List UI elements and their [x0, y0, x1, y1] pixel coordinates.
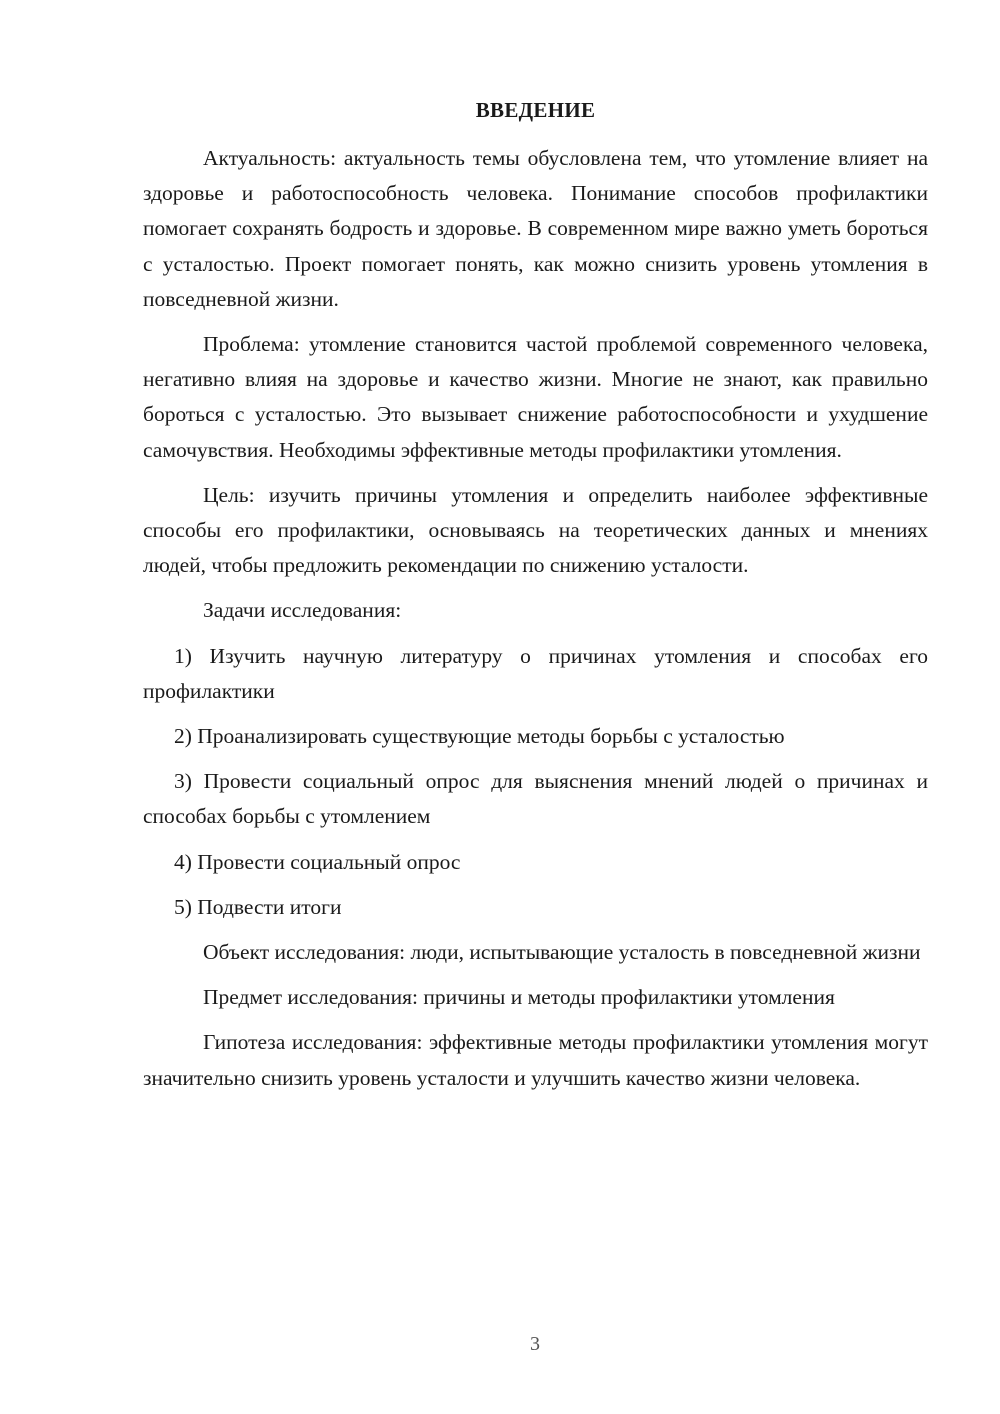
- paragraph-relevance: Актуальность: актуальность темы обусловлена тем, что утомление влияет на здоровье и работоспособность человека. Понимание способов профилактики помогает сохранять бодрость и здоровье. В современном мире важно уметь бороться с усталостью. Проект помогает понять, как можно снизить уровень утомления в повседневной жизни.: [143, 146, 928, 311]
- paragraph-object: Объект исследования: люди, испытывающие усталость в повседневной жизни: [203, 940, 921, 965]
- page-title: ВВЕДЕНИЕ: [475, 98, 596, 122]
- task-item-3: 3) Провести социальный опрос для выяснения мнений людей о причинах и способах борьбы с утомлением: [143, 769, 928, 829]
- paragraph-subject: Предмет исследования: причины и методы профилактики утомления: [203, 985, 835, 1010]
- task-item-1: 1) Изучить научную литературу о причинах утомления и способах его профилактики: [143, 643, 928, 703]
- paragraph-hypothesis: Гипотеза исследования: эффективные методы профилактики утомления могут значительно снизить уровень усталости и улучшить качество жизни человека.: [143, 1030, 928, 1090]
- paragraph-problem: Проблема: утомление становится частой проблемой современного человека, негативно влияя на здоровье и качество жизни. Многие не знают, как правильно бороться с усталостью. Это вызывает снижение работоспособности и ухудшение самочувствия. Необходимы эффективные методы профилактики утомления.: [143, 332, 928, 462]
- tasks-list: [143, 639, 928, 925]
- task-item-2: 2) Проанализировать существующие методы борьбы с усталостью: [174, 724, 785, 749]
- task-item-4: 4) Провести социальный опрос: [174, 849, 461, 874]
- task-item-5: 5) Подвести итоги: [174, 894, 342, 919]
- tasks-heading: Задачи исследования:: [203, 598, 402, 623]
- paragraph-goal: Цель: изучить причины утомления и определить наиболее эффективные способы его профилактики, основываясь на теоретических данных и мнениях людей, чтобы предложить рекомендации по снижению усталости.: [143, 482, 928, 578]
- document-page: [143, 95, 928, 1106]
- page-number: 3: [530, 1333, 540, 1355]
